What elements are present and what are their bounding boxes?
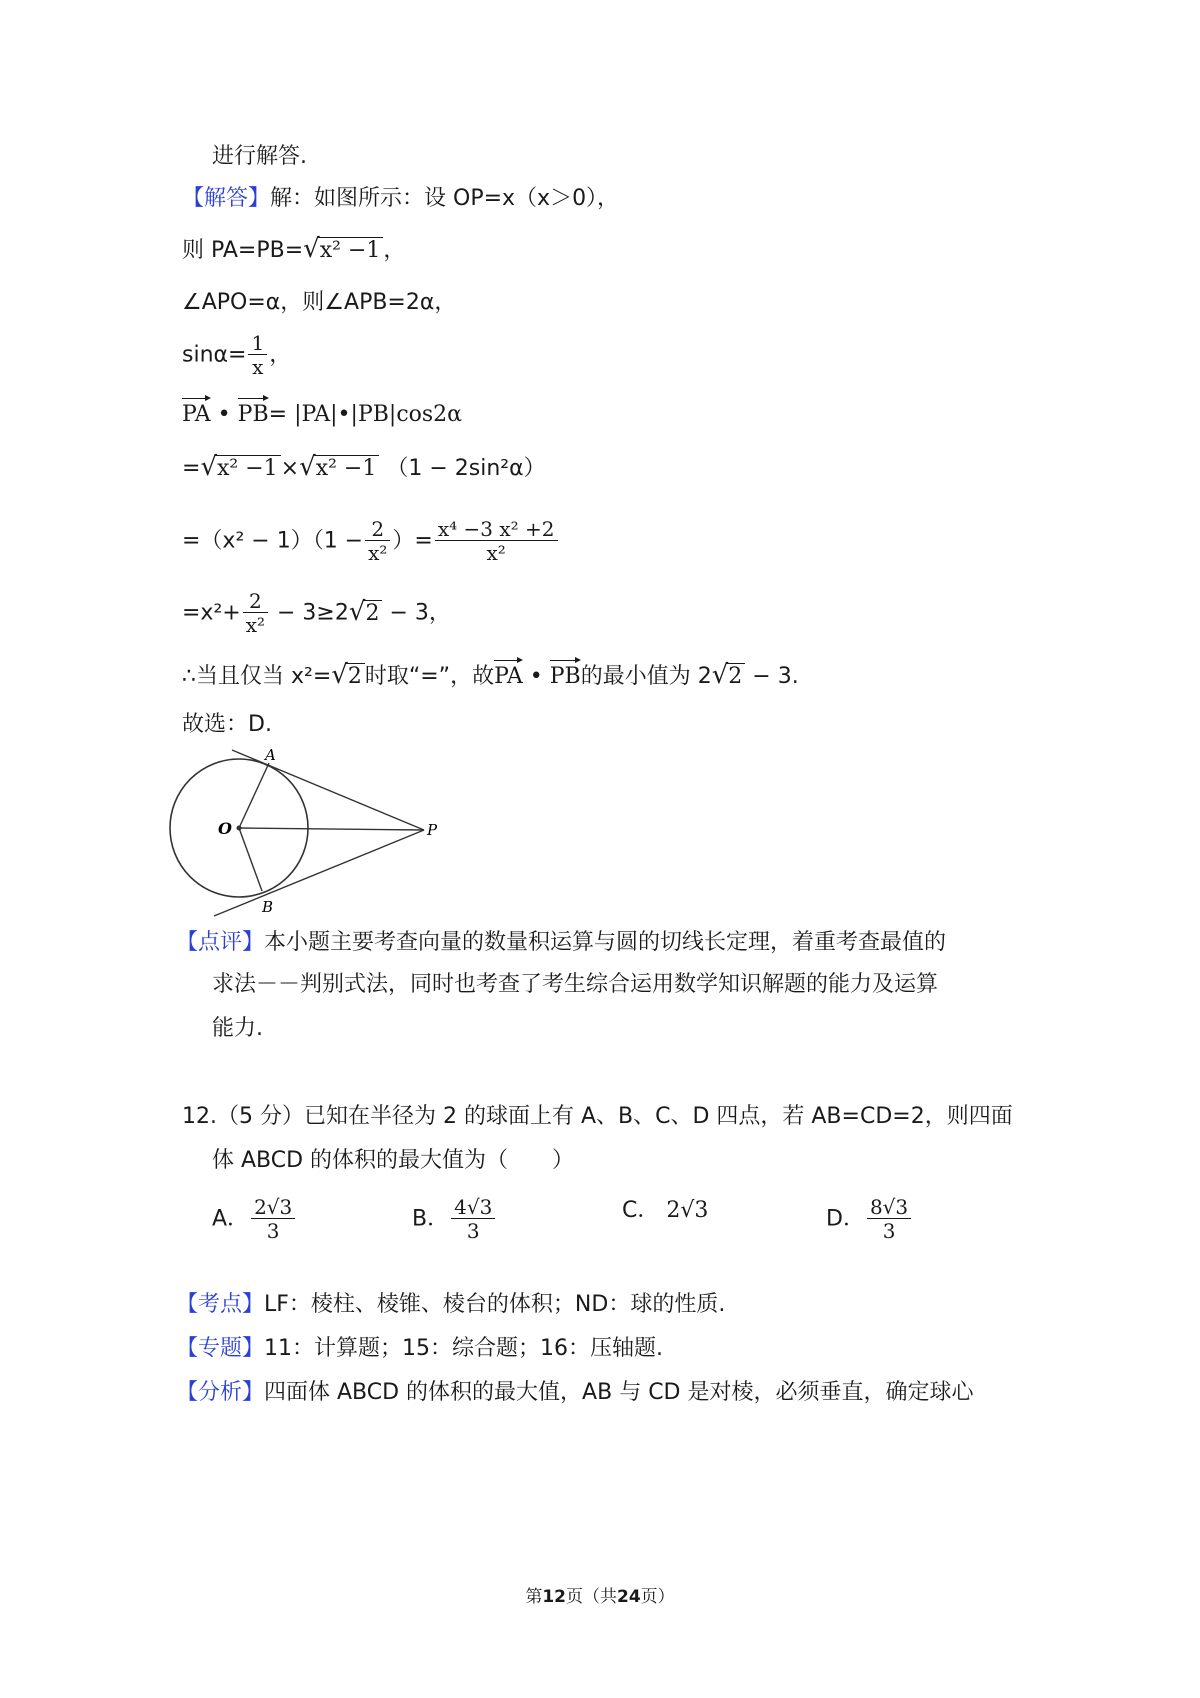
current-page-number: 12 (542, 1587, 566, 1607)
sqrt-2: √2 (349, 597, 383, 629)
segment-oa (239, 763, 269, 828)
comment-tag: 【点评】 (176, 930, 265, 955)
sqrt-x2-minus-1: √x² −1 (303, 234, 383, 266)
solution-tag: 【解答】 (182, 186, 271, 211)
solution-line-1 (182, 184, 619, 214)
zhuanti-tag: 【专题】 (176, 1336, 265, 1361)
sqrt-2-b: √2 (331, 660, 365, 692)
sqrt-x2-minus-1-a: √x² −1 (200, 452, 280, 484)
line9-d: − 3. (745, 664, 799, 689)
label-o: O (218, 819, 232, 838)
label-p: P (427, 821, 438, 839)
total-pages: 24 (617, 1587, 641, 1607)
fenxi-line (176, 1378, 974, 1408)
line4-prefix: sinα= (182, 342, 247, 368)
option-d: D． $\frac{8√3}{3}$ (826, 1196, 913, 1243)
line6-tail: （1 − 2sin²α） (386, 456, 546, 481)
comment-line-1 (176, 928, 946, 958)
vector-pa-b: PA (494, 658, 523, 692)
label-b: B (262, 898, 274, 916)
page-footer: 第12页（共24页） (525, 1587, 675, 1607)
frac-quartic: $\frac{\text{x⁴ −3 x² +2}}{\text{x²}}$ (435, 518, 558, 565)
zhuanti-text: 11：计算题；15：综合题；16：压轴题. (264, 1336, 663, 1361)
kaodian-text: LF：棱柱、棱锥、棱台的体积；ND：球的性质. (264, 1292, 726, 1317)
frac-2-over-x2-b: $\frac{2}{\text{x²}}$ (243, 590, 268, 637)
solution-line-6: =√x² −1 ×√x² −1 （1 − 2sin²α） (182, 452, 546, 482)
solution-line-3: ∠APO=α，则∠APB=2α， (182, 290, 457, 315)
comment-line-2: 求法－－判别式法，同时也考查了考生综合运用数学知识解题的能力及运算 (212, 972, 939, 997)
sqrt-x2-minus-1-b: √x² −1 (299, 452, 379, 484)
solution-line-9: ∴当且仅当 x²=√2 时取“=”，故PA • PB的最小值为 2√2 − 3. (182, 660, 799, 690)
segment-op (239, 828, 424, 830)
line8-a: =x²+ (182, 600, 241, 626)
tangent-circle-figure (160, 746, 490, 924)
comment-text-1: 本小题主要考查向量的数量积运算与圆的切线长定理，着重考查最值的 (264, 930, 947, 955)
fenxi-tag: 【分析】 (176, 1380, 265, 1405)
label-a: A (265, 746, 276, 764)
vector-pb: PB (238, 396, 269, 430)
line7-b: ）= (392, 528, 433, 554)
segment-ob (239, 828, 262, 891)
solution-line-4 (182, 332, 291, 379)
option-b: B． $\frac{4√3}{3}$ (412, 1196, 497, 1243)
frac-1-over-x: $\frac{1}{x}$ (248, 332, 267, 379)
option-a: A． $\frac{2√3}{3}$ (212, 1196, 297, 1243)
comment-line-3: 能力. (212, 1016, 263, 1041)
solution-text-1: 解：如图所示：设 OP=x（x＞0）， (270, 186, 620, 211)
line9-a: ∴当且仅当 x²= (182, 664, 332, 689)
zhuanti-line (176, 1334, 663, 1364)
sqrt-2-c: √2 (712, 660, 746, 692)
line4-suffix: ， (269, 342, 292, 368)
intro-line: 进行解答. (212, 144, 307, 169)
fenxi-text: 四面体 ABCD 的体积的最大值，AB 与 CD 是对棱，必须垂直，确定球心 (264, 1380, 974, 1405)
line8-b: − 3≥2 (270, 600, 349, 626)
line7-a: =（x² − 1）（1 − (182, 528, 364, 554)
question-12-line-2: 体 ABCD 的体积的最大值为（ ） (212, 1148, 575, 1173)
line9-c: 的最小值为 2 (580, 664, 712, 689)
solution-line-7 (182, 518, 560, 565)
vector-pb-b: PB (550, 658, 581, 692)
solution-line-5: PA • PB= |PA|•|PB|cos2α (182, 396, 462, 430)
center-point (237, 826, 242, 831)
line9-b: 时取“=”，故 (364, 664, 495, 689)
vector-pa: PA (182, 396, 211, 430)
kaodian-line (176, 1290, 725, 1320)
line8-c: − 3， (382, 600, 451, 626)
solution-line-2 (182, 234, 405, 266)
tangent-line-b (214, 830, 424, 916)
solution-line-8 (182, 590, 451, 637)
magnitude-expression: |PA|•|PB|cos2α (294, 402, 463, 427)
question-12-line-1: 12.（5 分）已知在半径为 2 的球面上有 A、B、C、D 四点，若 AB=CD=2，则四面 (182, 1104, 1013, 1129)
frac-2-over-x2: $\frac{2}{\text{x²}}$ (365, 518, 390, 565)
line2-prefix: 则 PA=PB= (182, 238, 304, 263)
line2-suffix: ， (383, 238, 406, 263)
option-c: C． 2√3 (622, 1198, 709, 1223)
solution-line-10: 故选：D. (182, 712, 272, 737)
tangent-line-a (232, 750, 424, 830)
kaodian-tag: 【考点】 (176, 1292, 265, 1317)
